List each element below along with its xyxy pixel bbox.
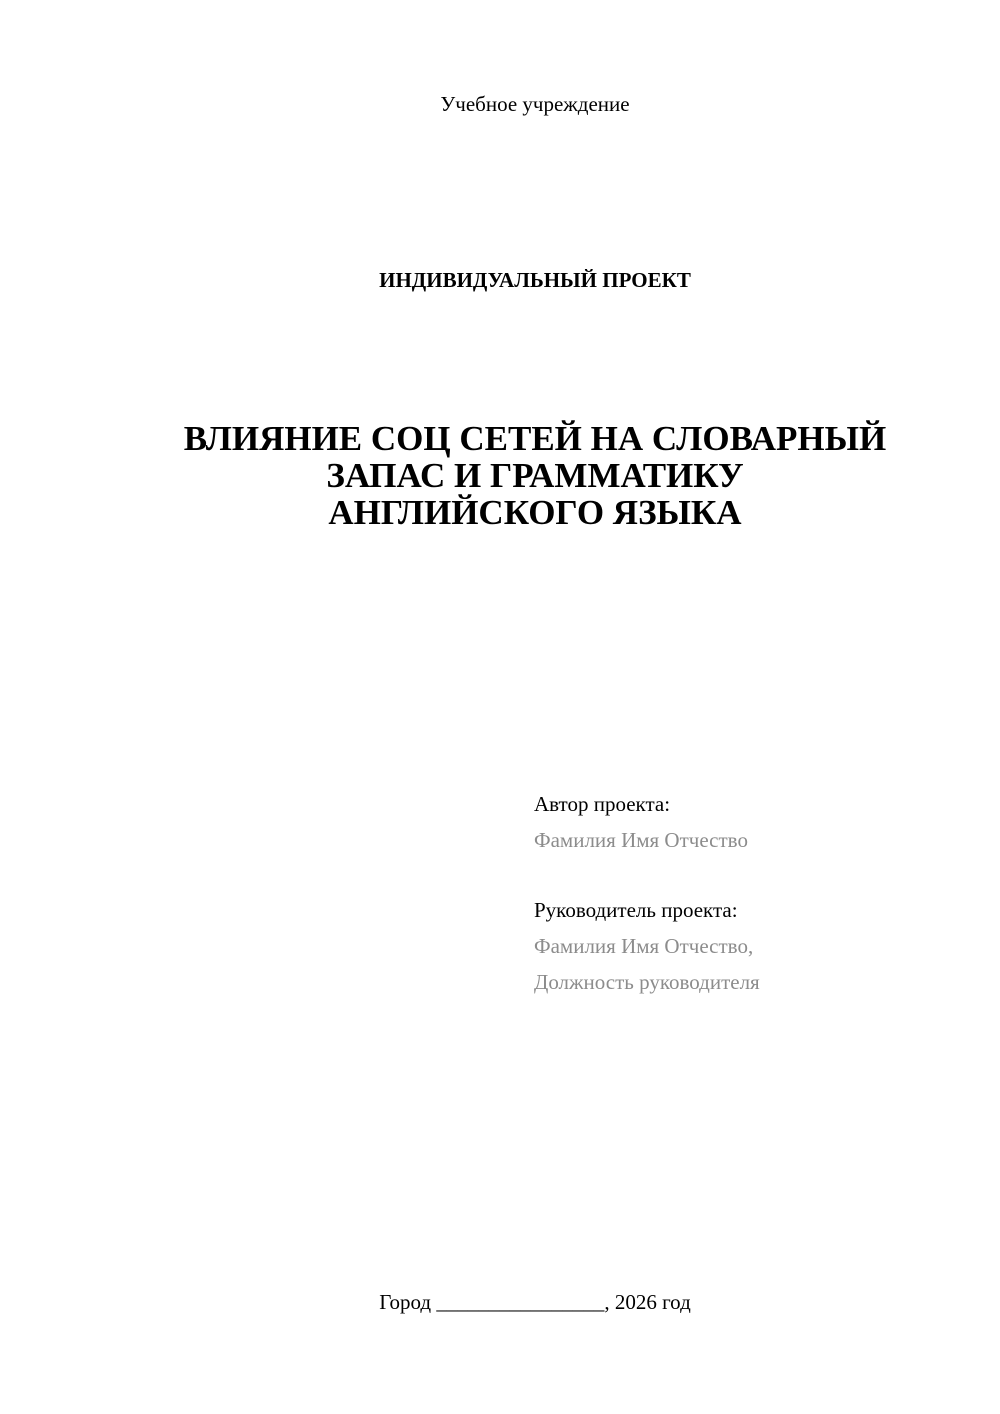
supervisor-position: Должность руководителя <box>534 970 760 994</box>
author-block <box>534 786 748 858</box>
project-title-line: ЗАПАС И ГРАММАТИКУ <box>326 456 744 495</box>
year-text: , 2026 год <box>604 1290 691 1314</box>
supervisor-name: Фамилия Имя Отчество, <box>534 934 754 958</box>
author-label: Автор проекта: <box>534 792 671 816</box>
supervisor-label: Руководитель проекта: <box>534 898 738 922</box>
city-blank: ________________ <box>436 1290 605 1314</box>
document-type: ИНДИВИДУАЛЬНЫЙ ПРОЕКТ <box>379 268 691 292</box>
city-label: Город <box>379 1290 432 1314</box>
supervisor-block <box>534 892 760 1000</box>
author-name: Фамилия Имя Отчество <box>534 828 748 852</box>
institution-name: Учебное учреждение <box>440 92 630 116</box>
project-title-line: АНГЛИЙСКОГО ЯЗЫКА <box>328 493 742 532</box>
project-title <box>0 420 1000 531</box>
city-year-line <box>0 1290 1000 1315</box>
project-title-line: ВЛИЯНИЕ СОЦ СЕТЕЙ НА СЛОВАРНЫЙ <box>183 419 887 458</box>
